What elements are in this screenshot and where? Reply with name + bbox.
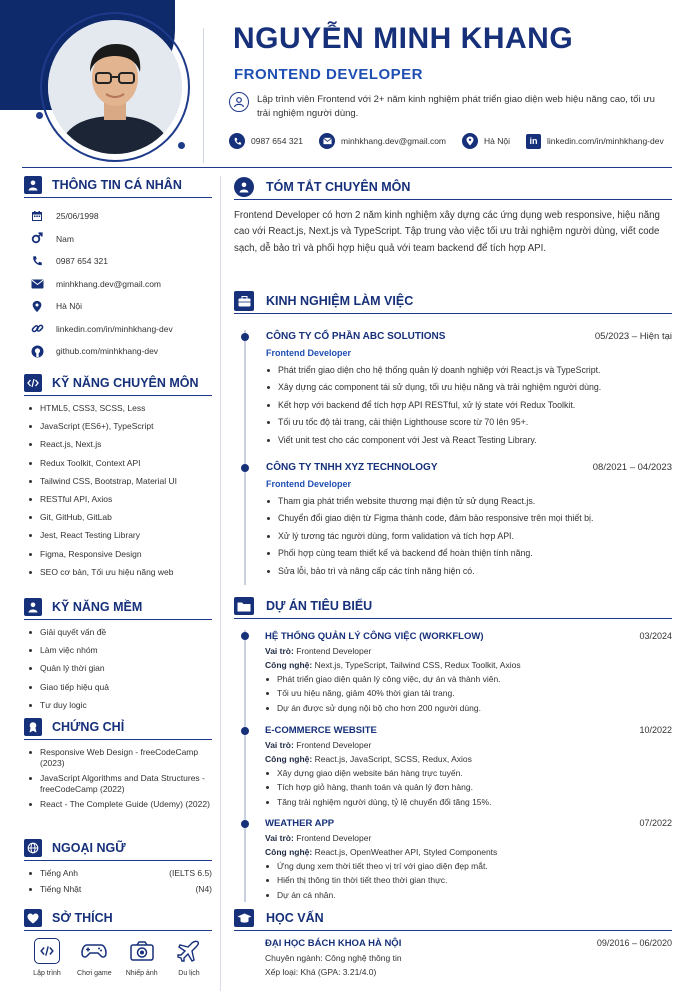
project-entry: [265, 725, 672, 807]
timeline-dot: [241, 632, 249, 640]
job-bullet: Xây dựng các component tái sử dụng, tối ưu hiệu năng và trải nghiệm người dùng.: [266, 382, 672, 399]
language-item: [24, 884, 212, 894]
code-icon: [24, 374, 42, 392]
tech-label: Công nghệ:: [265, 754, 313, 764]
project-tech: [265, 847, 672, 857]
job-bullet: Viết unit test cho các component với Jest và React Testing Library.: [266, 435, 672, 452]
list-item: Giải quyết vấn đề: [24, 627, 212, 638]
project-role: [265, 740, 672, 750]
project-bullet: Hiển thị thông tin thời tiết theo thời gian thực.: [265, 875, 672, 885]
hobbies-section: [24, 909, 212, 977]
project-bullet: Xây dựng giao diện website bán hàng trực tuyến.: [265, 768, 672, 778]
ring-dot: [178, 142, 185, 149]
contact-email-text: minhkhang.dev@gmail.com: [341, 136, 447, 146]
user-icon: [234, 177, 254, 197]
language-name: Tiếng Nhật: [40, 884, 82, 894]
contact-phone-text: 0987 654 321: [251, 136, 303, 146]
section-title: [24, 598, 212, 620]
job-role: Frontend Developer: [266, 479, 352, 489]
column-divider: [220, 176, 221, 991]
code-icon: [34, 938, 60, 964]
info-linkedin[interactable]: [24, 318, 212, 341]
project-name: E-COMMERCE WEBSITE: [265, 725, 377, 736]
job-bullet: Chuyển đổi giao diện từ Figma thành code, đảm bảo responsive trên mọi thiết bị.: [266, 513, 672, 530]
section-title-text: NGOẠI NGỮ: [52, 841, 126, 855]
list-item: Figma, Responsive Design: [24, 549, 212, 560]
tech-value: React.js, OpenWeather API, Styled Components: [314, 847, 498, 857]
project-bullet: Dự án được sử dụng nội bộ cho hơn 200 người dùng.: [265, 703, 672, 713]
job-date: 05/2023 – Hiện tại: [594, 331, 672, 342]
user-icon: [229, 92, 249, 112]
hobby-item: [73, 938, 115, 977]
tech-value: React.js, JavaScript, SCSS, Redux, Axios: [314, 754, 472, 764]
summary-paragraph: Frontend Developer có hơn 2 năm kinh nghiệm xây dựng các ứng dụng web responsive, hiệu năng cao với React.js, Next.js và TypeScript. Tập trung vào việc tối ưu trải nghiệm người dùng, viết code sạch, dễ bảo trì và phối hợp hiệu quả với team backend để tích hợp API.: [234, 210, 660, 254]
project-bullet: Tăng trải nghiệm người dùng, tỷ lệ chuyển đổi tăng 15%.: [265, 797, 672, 807]
contact-linkedin[interactable]: [526, 134, 664, 149]
contact-email[interactable]: [319, 133, 446, 149]
job-bullet: Tối ưu tốc độ tải trang, cải thiện Lighthouse score từ 70 lên 95+.: [266, 417, 672, 434]
mail-icon: [319, 133, 335, 149]
education-grade: Xếp loại: Khá (GPA: 3.21/4.0): [265, 967, 377, 977]
soft-skills-section: [24, 598, 212, 718]
job-bullet: Phát triển giao diện cho hệ thống quản lý doanh nghiệp với React.js và TypeScript.: [266, 365, 672, 382]
github-icon: [30, 345, 44, 358]
gamepad-icon: [81, 938, 107, 964]
gender-icon: [30, 232, 44, 245]
hobby-label: Lập trình: [33, 970, 61, 977]
section-title: [234, 292, 672, 314]
calendar-icon: [30, 210, 44, 222]
tech-value: Next.js, TypeScript, Tailwind CSS, Redux Toolkit, Axios: [314, 660, 521, 670]
section-title-text: THÔNG TIN CÁ NHÂN: [52, 178, 182, 192]
section-title-text: TÓM TẮT CHUYÊN MÔN: [266, 180, 411, 194]
hobby-item: [168, 938, 210, 977]
folder-icon: [234, 597, 254, 615]
section-title: [234, 178, 672, 200]
project-header: [265, 631, 672, 642]
info-github[interactable]: [24, 340, 212, 363]
project-name: HỆ THỐNG QUẢN LÝ CÔNG VIỆC (WORKFLOW): [265, 631, 484, 642]
globe-icon: [24, 839, 42, 857]
tech-label: Công nghệ:: [265, 660, 313, 670]
experience-timeline: [244, 330, 246, 585]
project-bullet: Ứng dụng xem thời tiết theo vị trí với giao diện đẹp mắt.: [265, 861, 672, 871]
project-entry: [265, 631, 672, 713]
project-role: [265, 833, 672, 843]
section-title: [24, 839, 212, 861]
info-text: 25/06/1998: [56, 211, 99, 222]
section-title-text: KỸ NĂNG MỀM: [52, 600, 143, 614]
job-date: 08/2021 – 04/2023: [592, 462, 672, 473]
header-summary: [229, 92, 669, 121]
project-date: 10/2022: [639, 725, 672, 735]
section-title: [234, 909, 672, 931]
hobby-label: Chơi game: [77, 970, 112, 977]
company-name: CÔNG TY CỔ PHẦN ABC SOLUTIONS: [266, 331, 446, 342]
role-value: Frontend Developer: [296, 646, 372, 656]
job-bullet: Phối hợp cùng team thiết kế và backend để hoàn thiện tính năng.: [266, 548, 672, 565]
section-title: [24, 374, 212, 396]
project-bullet: Phát triển giao diện quản lý công việc, dự án và thành viên.: [265, 674, 672, 684]
user-icon: [24, 176, 42, 194]
job-header: [266, 331, 672, 342]
section-title-text: KINH NGHIỆM LÀM VIỆC: [266, 294, 414, 308]
info-location: [24, 295, 212, 318]
list-item: React - The Complete Guide (Udemy) (2022): [24, 799, 212, 810]
project-bullet: Tích hợp giỏ hàng, thanh toán và quản lý đơn hàng.: [265, 782, 672, 792]
phone-icon: [229, 133, 245, 149]
section-title-text: HỌC VẤN: [266, 911, 324, 925]
hobby-label: Nhiếp ảnh: [125, 970, 158, 977]
section-title-text: SỞ THÍCH: [52, 911, 113, 925]
project-name: WEATHER APP: [265, 818, 335, 829]
job-entry: [266, 331, 672, 452]
header-summary-text: Lập trình viên Frontend với 2+ năm kinh nghiệm phát triển giao diện web hiệu năng cao, tối ưu trải nghiệm người dùng.: [257, 94, 655, 119]
contact-row: [229, 133, 680, 149]
heart-icon: [24, 909, 42, 927]
language-item: [24, 868, 212, 878]
education-major: Chuyên ngành: Công nghệ thông tin: [265, 953, 402, 963]
section-title: [234, 597, 672, 619]
job-bullet: Xử lý tương tác người dùng, form validation và tích hợp API.: [266, 531, 672, 548]
education-section: [234, 909, 672, 977]
info-gender: [24, 228, 212, 251]
phone-icon: [30, 255, 44, 267]
list-item: JavaScript Algorithms and Data Structures - freeCodeCamp (2022): [24, 773, 212, 795]
hobby-item: [26, 938, 68, 977]
camera-icon: [129, 938, 155, 964]
section-title-text: KỸ NĂNG CHUYÊN MÔN: [52, 376, 199, 390]
timeline-dot: [241, 727, 249, 735]
project-date: 03/2024: [639, 631, 672, 641]
project-header: [265, 818, 672, 829]
education-entry: [234, 938, 672, 977]
user-icon: [24, 598, 42, 616]
info-text: 0987 654 321: [56, 256, 108, 267]
contact-phone: [229, 133, 303, 149]
mail-icon: [30, 279, 44, 289]
full-name: NGUYỄN MINH KHANG: [233, 22, 574, 55]
company-name: CÔNG TY TNHH XYZ TECHNOLOGY: [266, 462, 438, 473]
info-email[interactable]: [24, 273, 212, 296]
projects-section: [234, 597, 672, 626]
job-bullet: Kết hợp với backend để tích hợp API RESTful, xử lý state với Redux Toolkit.: [266, 400, 672, 417]
hobby-list: [24, 938, 212, 977]
job-header: [266, 462, 672, 473]
info-birthdate: [24, 205, 212, 228]
list-item: Tailwind CSS, Bootstrap, Material UI: [24, 476, 212, 487]
contact-linkedin-text: linkedin.com/in/minhkhang-dev: [547, 136, 664, 146]
project-header: [265, 725, 672, 736]
info-text: minhkhang.dev@gmail.com: [56, 278, 162, 289]
language-name: Tiếng Anh: [40, 868, 78, 878]
job-role: Frontend Developer: [266, 348, 352, 358]
header-rule: [22, 167, 672, 168]
role-label: Vai trò:: [265, 833, 294, 843]
role-value: Frontend Developer: [296, 833, 372, 843]
project-date: 07/2022: [639, 818, 672, 828]
info-text: Hà Nội: [56, 301, 82, 312]
list-item: Responsive Web Design - freeCodeCamp (2023): [24, 747, 212, 769]
projects-timeline: [244, 630, 246, 902]
summary-section: [234, 178, 672, 257]
list-item: Quản lý thời gian: [24, 663, 212, 674]
timeline-dot: [241, 333, 249, 341]
project-bullet: Dự án cá nhân.: [265, 890, 672, 900]
experience-section: [234, 292, 672, 321]
info-phone: [24, 250, 212, 273]
list-item: HTML5, CSS3, SCSS, Less: [24, 403, 212, 414]
job-entry: [266, 462, 672, 583]
list-item: JavaScript (ES6+), TypeScript: [24, 421, 212, 432]
profile-photo: [48, 20, 182, 154]
tech-skills-section: [24, 374, 212, 585]
contact-location: [462, 133, 510, 149]
hobby-item: [121, 938, 163, 977]
school-name: ĐẠI HỌC BÁCH KHOA HÀ NỘI: [265, 938, 402, 949]
hobby-label: Du lịch: [178, 970, 200, 977]
briefcase-icon: [234, 291, 254, 311]
list-item: Jest, React Testing Library: [24, 530, 212, 541]
graduation-cap-icon: [234, 909, 254, 927]
section-title: [24, 176, 212, 198]
info-text: github.com/minhkhang-dev: [56, 346, 159, 357]
contact-location-text: Hà Nội: [484, 136, 510, 146]
info-text: Nam: [56, 233, 74, 244]
role-value: Frontend Developer: [296, 740, 372, 750]
timeline-dot: [241, 464, 249, 472]
section-title: [24, 718, 212, 740]
education-date: 09/2016 – 06/2020: [596, 938, 672, 948]
job-title: FRONTEND DEVELOPER: [234, 66, 424, 83]
project-entry: [265, 818, 672, 900]
language-level: (IELTS 6.5): [169, 868, 212, 878]
plane-icon: [176, 938, 202, 964]
list-item: Redux Toolkit, Context API: [24, 458, 212, 469]
language-level: (N4): [195, 884, 212, 894]
section-title-text: DỰ ÁN TIÊU BIỂU: [266, 599, 373, 613]
location-icon: [30, 300, 44, 313]
project-bullet: Tối ưu hiệu năng, giảm 40% thời gian tải trang.: [265, 688, 672, 698]
certificate-icon: [24, 718, 42, 736]
list-item: React.js, Next.js: [24, 439, 212, 450]
list-item: SEO cơ bản, Tối ưu hiệu năng web: [24, 567, 212, 578]
tech-label: Công nghệ:: [265, 847, 313, 857]
header-divider: [203, 28, 204, 163]
list-item: RESTful API, Axios: [24, 494, 212, 505]
link-icon: [30, 322, 44, 335]
languages-section: [24, 839, 212, 900]
timeline-dot: [241, 820, 249, 828]
project-tech: [265, 754, 672, 764]
section-title: [24, 909, 212, 931]
location-icon: [462, 133, 478, 149]
list-item: Tư duy logic: [24, 700, 212, 711]
list-item: Giao tiếp hiệu quả: [24, 682, 212, 693]
role-label: Vai trò:: [265, 646, 294, 656]
project-role: [265, 646, 672, 656]
job-bullet: Tham gia phát triển website thương mại điện tử sử dụng React.js.: [266, 496, 672, 513]
job-bullet: Sửa lỗi, bảo trì và nâng cấp các tính năng hiện có.: [266, 566, 672, 583]
education-header: [265, 938, 672, 949]
ring-dot: [36, 112, 43, 119]
personal-info-section: [24, 176, 212, 363]
section-title-text: CHỨNG CHỈ: [52, 720, 125, 734]
role-label: Vai trò:: [265, 740, 294, 750]
list-item: Git, GitHub, GitLab: [24, 512, 212, 523]
linkedin-icon: in: [526, 134, 541, 149]
list-item: Làm việc nhóm: [24, 645, 212, 656]
project-tech: [265, 660, 672, 670]
info-text: linkedin.com/in/minhkhang-dev: [56, 323, 173, 334]
certificates-section: [24, 718, 212, 814]
